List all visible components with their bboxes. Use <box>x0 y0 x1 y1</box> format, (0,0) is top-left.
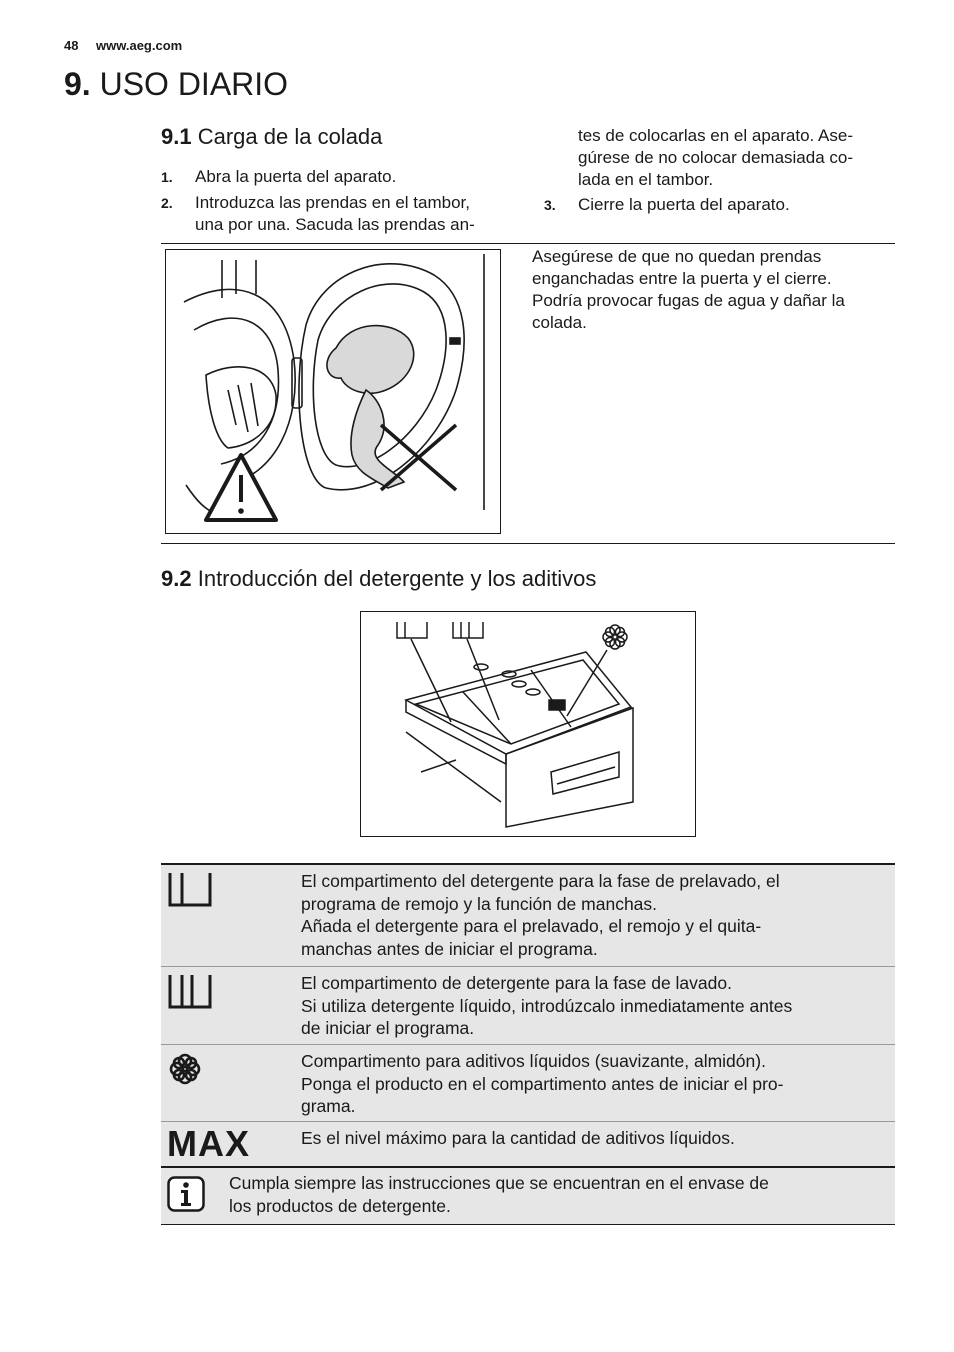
step-number: 2. <box>161 195 173 211</box>
info-text <box>229 1172 769 1218</box>
detergent-drawer-drawing <box>361 612 695 836</box>
text-line: Compartimento para aditivos líquidos (suavizante, almidón). <box>301 1051 766 1071</box>
step-text: Cierre la puerta del aparato. <box>578 195 790 214</box>
table-row <box>161 1045 895 1121</box>
text-line: Es el nivel máximo para la cantidad de aditivos líquidos. <box>301 1128 735 1148</box>
section-title-9-2 <box>161 566 596 592</box>
compartment-description <box>301 1050 784 1118</box>
compartment-description <box>301 1127 735 1150</box>
table-row <box>161 967 895 1044</box>
washer-door-illustration <box>165 249 501 534</box>
step-number: 3. <box>544 197 556 213</box>
section-title-text: Carga de la colada <box>197 124 383 149</box>
page-number: 48 <box>64 38 79 53</box>
info-icon <box>167 1176 205 1217</box>
text-line: de iniciar el programa. <box>301 1018 475 1038</box>
chapter-title-text: USO DIARIO <box>99 66 289 102</box>
text-line: Si utiliza detergente líquido, introdúzcalo inmediatamente antes <box>301 995 793 1016</box>
step-number: 1. <box>161 169 173 185</box>
divider <box>161 543 895 544</box>
step-text: tes de colocarlas en el aparato. Ase- <box>578 126 853 145</box>
detergent-drawer-illustration <box>360 611 696 837</box>
max-level-symbol: MAX <box>167 1123 250 1164</box>
text-line: los productos de detergente. <box>229 1196 451 1216</box>
step-text: lada en el tambor. <box>578 170 714 189</box>
step-text: Introduzca las prendas en el tambor, <box>195 193 470 212</box>
text-line: Cumpla siempre las instrucciones que se encuentran en el envase de <box>229 1173 769 1193</box>
step-text: gúrese de no colocar demasiada co- <box>578 148 853 167</box>
table-row <box>161 865 895 966</box>
warning-line: Podría provocar fugas de agua y dañar la <box>532 291 845 310</box>
compartment-description <box>301 870 780 960</box>
step-text: Abra la puerta del aparato. <box>195 167 397 186</box>
chapter-title <box>64 66 288 103</box>
info-bottom-border <box>161 1224 895 1225</box>
text-line: Ponga el producto en el compartimento antes de iniciar el pro- <box>301 1073 784 1094</box>
text-line: grama. <box>301 1096 356 1116</box>
section-number: 9.2 <box>161 566 192 591</box>
table-row <box>161 1122 895 1166</box>
text-line: El compartimento del detergente para la fase de prelavado, el <box>301 871 780 891</box>
washer-door-drawing <box>166 250 500 533</box>
warning-text <box>532 246 845 334</box>
text-line: programa de remojo y la función de manchas. <box>301 893 658 914</box>
chapter-number: 9. <box>64 66 91 102</box>
warning-line: Asegúrese de que no quedan prendas <box>532 247 822 266</box>
divider <box>161 243 895 244</box>
prewash-compartment-icon <box>167 871 213 912</box>
section-number: 9.1 <box>161 124 192 149</box>
section-title-9-1 <box>161 124 382 150</box>
flower-icon <box>167 1049 207 1094</box>
text-line: manchas antes de iniciar el programa. <box>301 938 598 959</box>
warning-line: colada. <box>532 313 587 332</box>
compartment-description <box>301 972 792 1040</box>
text-line: El compartimento de detergente para la fase de lavado. <box>301 973 732 993</box>
step-text: una por una. Sacuda las prendas an- <box>195 215 475 234</box>
section-title-text: Introducción del detergente y los aditivos <box>197 566 597 591</box>
text-line: Añada el detergente para el prelavado, el remojo y el quita- <box>301 916 762 936</box>
wash-compartment-icon <box>167 973 213 1014</box>
info-note <box>161 1168 895 1224</box>
website-url: www.aeg.com <box>96 38 183 53</box>
warning-line: enganchadas entre la puerta y el cierre. <box>532 269 832 288</box>
